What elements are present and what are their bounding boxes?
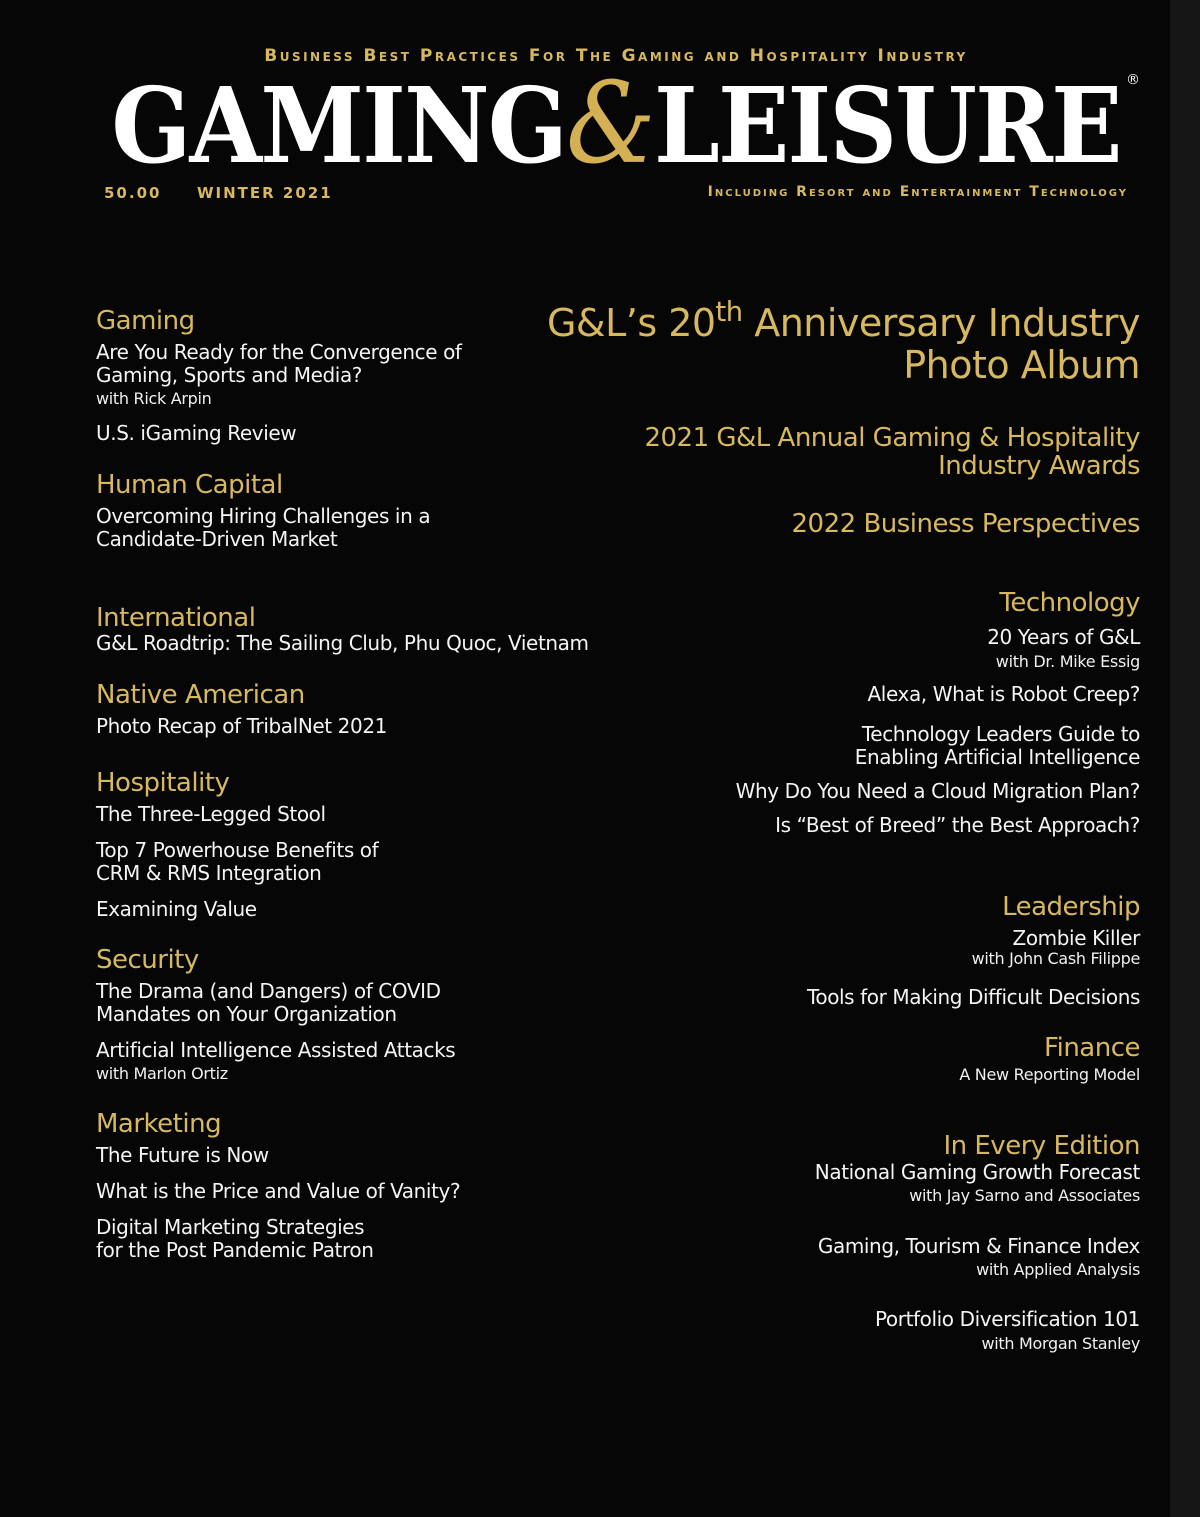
article-title: Zombie Killer xyxy=(1012,926,1140,950)
article-title: U.S. iGaming Review xyxy=(96,421,297,445)
article-title-line: Enabling Artificial Intelligence xyxy=(854,745,1140,769)
article-title-line: Are You Ready for the Convergence of xyxy=(96,340,462,364)
article-title xyxy=(96,505,430,551)
article-title: The Three-Legged Stool xyxy=(96,802,326,826)
article-byline: with Marlon Ortiz xyxy=(96,1064,228,1083)
section-heading-human-capital: Human Capital xyxy=(96,470,283,500)
article-title: 20 Years of G&L xyxy=(987,625,1140,649)
feature-headline-line: G&L’s 20th Anniversary Industry xyxy=(546,296,1140,345)
section-heading-every-edition: In Every Edition xyxy=(943,1131,1140,1161)
masthead-tagline: Business Best Practices For The Gaming and Hospitality Industry xyxy=(264,46,968,66)
section-heading-leadership: Leadership xyxy=(1002,892,1140,922)
article-title-line: Digital Marketing Strategies xyxy=(96,1215,365,1239)
section-heading-technology: Technology xyxy=(999,588,1140,618)
awards-headline-line: Industry Awards xyxy=(938,451,1140,481)
article-title: A New Reporting Model xyxy=(959,1065,1140,1084)
article-title xyxy=(96,839,378,885)
masthead-ampersand: & xyxy=(566,59,654,189)
article-title xyxy=(96,341,462,387)
article-byline: with Jay Sarno and Associates xyxy=(909,1186,1140,1205)
awards-headline-line: 2021 G&L Annual Gaming & Hospitality xyxy=(644,423,1140,453)
article-byline: with Applied Analysis xyxy=(976,1260,1140,1279)
article-title: The Future is Now xyxy=(96,1143,269,1167)
article-title: Gaming, Tourism & Finance Index xyxy=(817,1234,1140,1258)
section-heading-security: Security xyxy=(96,945,199,975)
awards-headline xyxy=(644,424,1140,480)
page-edge xyxy=(1170,0,1200,1517)
article-title-line: CRM & RMS Integration xyxy=(96,861,322,885)
article-title: National Gaming Growth Forecast xyxy=(814,1160,1140,1184)
article-title-line: Candidate-Driven Market xyxy=(96,527,338,551)
article-title: Examining Value xyxy=(96,897,257,921)
article-title xyxy=(855,723,1140,769)
article-title-line: The Drama (and Dangers) of COVID xyxy=(96,979,441,1003)
article-title: Portfolio Diversification 101 xyxy=(874,1307,1140,1331)
feature-headline xyxy=(546,296,1140,387)
article-title: Tools for Making Difficult Decisions xyxy=(806,985,1140,1009)
feature-headline-line: Photo Album xyxy=(903,343,1140,387)
article-title: Photo Recap of TribalNet 2021 xyxy=(96,714,387,738)
article-title xyxy=(96,1216,373,1262)
article-title: G&L Roadtrip: The Sailing Club, Phu Quoc, Vietnam xyxy=(96,631,589,655)
masthead-subtitle: Including Resort and Entertainment Technology xyxy=(707,184,1128,200)
article-title-line: Technology Leaders Guide to xyxy=(861,722,1140,746)
issue-season: WINTER 2021 xyxy=(197,184,333,202)
article-byline: with Rick Arpin xyxy=(96,389,212,408)
article-byline: with John Cash Filippe xyxy=(971,949,1140,968)
issue-number: 50.00 xyxy=(104,184,162,202)
masthead-title-leisure: LEISURE xyxy=(653,64,1121,187)
section-heading-marketing: Marketing xyxy=(96,1109,222,1139)
article-byline: with Dr. Mike Essig xyxy=(995,652,1140,671)
article-title-line: Mandates on Your Organization xyxy=(96,1002,397,1026)
article-title-line: for the Post Pandemic Patron xyxy=(96,1238,374,1262)
section-heading-gaming: Gaming xyxy=(96,306,195,336)
article-title-line: Overcoming Hiring Challenges in a xyxy=(96,504,431,528)
masthead-title xyxy=(62,59,1171,189)
section-heading-international: International xyxy=(96,603,256,633)
article-byline: with Morgan Stanley xyxy=(981,1334,1140,1353)
perspectives-headline: 2022 Business Perspectives xyxy=(791,509,1140,539)
section-heading-finance: Finance xyxy=(1044,1033,1140,1063)
article-title-line: Top 7 Powerhouse Benefits of xyxy=(96,838,379,862)
masthead-title-gaming: GAMING xyxy=(111,64,567,187)
article-title: Why Do You Need a Cloud Migration Plan? xyxy=(735,779,1140,803)
article-title: What is the Price and Value of Vanity? xyxy=(96,1179,461,1203)
registered-mark: ® xyxy=(1126,72,1140,88)
article-title-line: Gaming, Sports and Media? xyxy=(96,363,363,387)
article-title xyxy=(96,980,441,1026)
article-title: Artificial Intelligence Assisted Attacks xyxy=(96,1038,456,1062)
article-title: Alexa, What is Robot Creep? xyxy=(867,682,1140,706)
article-title: Is “Best of Breed” the Best Approach? xyxy=(775,813,1140,837)
section-heading-native-american: Native American xyxy=(96,680,305,710)
section-heading-hospitality: Hospitality xyxy=(96,768,230,798)
